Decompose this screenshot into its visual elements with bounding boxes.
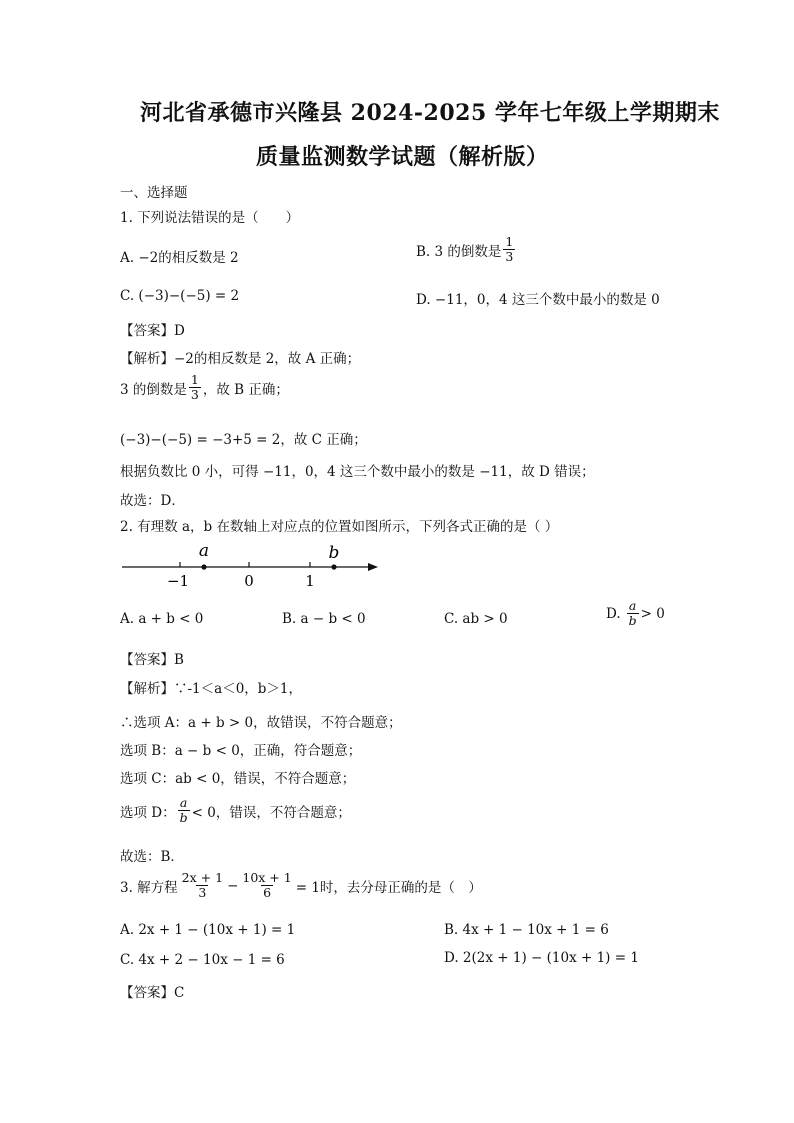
q3-option-d: D. 2(2x + 1) − (10x + 1) = 1: [444, 950, 639, 966]
q3-fraction-2-numerator: 10x + 1: [242, 870, 292, 885]
q1-option-b: [416, 236, 517, 263]
point-a: [201, 564, 206, 569]
q3-stem-text: 3. 解方程: [120, 879, 178, 896]
q1-analysis-2-denominator: 3: [190, 386, 199, 402]
q3-option-a: A. 2x + 1 − (10x + 1) = 1: [120, 922, 296, 938]
q1-option-b-fraction: [503, 236, 515, 263]
q3-option-b: B. 4x + 1 − 10x + 1 = 6: [444, 922, 609, 938]
q1-option-a: A. −2的相反数是 2: [120, 250, 239, 266]
q2-option-d-fraction: [627, 600, 639, 627]
q3-minus: −: [227, 877, 239, 894]
q2-analysis-2: ∴选项 A：a + b > 0，故错误，不符合题意；: [120, 715, 402, 731]
q2-option-a: A. a + b < 0: [120, 611, 204, 627]
q3-fraction-2-denominator: 6: [263, 884, 272, 900]
q2-analysis-5: [120, 797, 351, 824]
q2-option-d: [606, 600, 665, 627]
q2-analysis-5-denominator: b: [179, 809, 188, 825]
q2-option-b: B. a − b < 0: [282, 611, 366, 627]
q3-stem: [120, 872, 482, 899]
q1-analysis-2-numerator: 1: [190, 372, 199, 387]
page-title-line1: 河北省承德市兴隆县 2024-2025 学年七年级上学期期末: [140, 100, 720, 126]
q1-analysis-3: (−3)−(−5) = −3+5 = 2，故 C 正确；: [120, 432, 367, 448]
q1-stem: 1. 下列说法错误的是（ ）: [120, 210, 300, 226]
number-line-arrow: [368, 563, 378, 571]
q3-stem-suffix: = 1时，去分母正确的是（ ）: [295, 879, 482, 896]
q2-answer: 【答案】B: [120, 652, 184, 668]
q1-analysis-2: [120, 374, 289, 401]
q1-analysis-2-fraction: [189, 374, 201, 401]
tick-label-neg1: −1: [166, 572, 190, 590]
q2-option-d-denominator: b: [628, 612, 637, 628]
q2-option-d-numerator: a: [628, 598, 637, 613]
q2-stem: 2. 有理数 a，b 在数轴上对应点的位置如图所示，下列各式正确的是（ ）: [120, 519, 559, 535]
q2-option-d-suffix: > 0: [640, 605, 665, 622]
point-b: [331, 564, 336, 569]
number-line-figure: [118, 538, 383, 592]
q1-option-b-numerator: 1: [505, 234, 514, 249]
q3-answer: 【答案】C: [120, 985, 185, 1001]
label-a: a: [198, 541, 210, 561]
q1-analysis-1: 【解析】−2的相反数是 2，故 A 正确；: [120, 351, 361, 367]
q2-conclusion: 故选：B．: [120, 849, 184, 865]
q3-option-c: C. 4x + 2 − 10x − 1 = 6: [120, 952, 285, 968]
q1-conclusion: 故选：D．: [120, 493, 185, 509]
q1-option-c: C. (−3)−(−5) = 2: [120, 288, 240, 304]
q2-analysis-1: 【解析】∵-1＜a＜0，b＞1，: [120, 681, 303, 697]
q2-analysis-3: 选项 B：a − b < 0，正确，符合题意；: [120, 743, 362, 759]
label-b: b: [328, 543, 340, 563]
page-title-line2: 质量监测数学试题（解析版）: [256, 144, 549, 170]
q1-analysis-4: 根据负数比 0 小，可得 −11，0，4 这三个数中最小的数是 −11，故 D 错误；: [120, 464, 595, 480]
q2-option-d-label: D.: [606, 605, 621, 622]
q1-analysis-2-suffix: ，故 B 正确；: [202, 381, 289, 398]
q2-option-c: C. ab > 0: [444, 611, 508, 627]
q1-option-b-text: B. 3 的倒数是: [416, 243, 502, 260]
q2-analysis-5-fraction: [178, 797, 190, 824]
q2-analysis-5-numerator: a: [179, 795, 188, 810]
q3-fraction-1-numerator: 2x + 1: [181, 870, 224, 885]
q2-analysis-5-suffix: < 0，错误，不符合题意；: [191, 804, 351, 821]
tick-label-0: 0: [244, 572, 254, 590]
q1-option-d: D. −11，0，4 这三个数中最小的数是 0: [416, 292, 660, 308]
tick-label-1: 1: [305, 572, 315, 590]
q3-fraction-1: [180, 872, 225, 899]
q1-answer: 【答案】D: [120, 323, 185, 339]
q3-fraction-1-denominator: 3: [198, 884, 207, 900]
q1-analysis-2-text: 3 的倒数是: [120, 381, 187, 398]
q1-option-b-denominator: 3: [505, 248, 514, 264]
q3-fraction-2: [240, 872, 293, 899]
q2-analysis-4: 选项 C：ab < 0，错误，不符合题意；: [120, 771, 356, 787]
q2-analysis-5-text: 选项 D：: [120, 804, 176, 821]
section-heading: 一、选择题: [120, 185, 188, 201]
